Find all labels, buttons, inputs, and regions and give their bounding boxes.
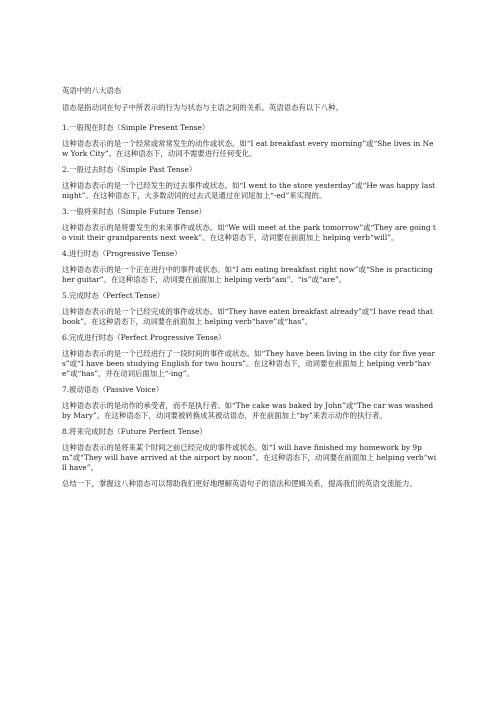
section-body: 这种语态表示的是一个经常或常常发生的动作或状态。如“I eat breakfast every morning”或“She lives in New York City”。在这种语态下，动词不需要进行任何变化。: [62, 139, 434, 158]
section-heading: 3.一般将来时态（Simple Future Tense）: [62, 207, 206, 216]
section-body: 这种语态表示的是一个已经完成的事件或状态。如“They have eaten breakfast already”或“I have read that book”。在这种语态下，动词要在前面加上 helping verb“have”或“has”。: [62, 307, 433, 326]
section-heading: 4.进行时态（Progressive Tense）: [62, 249, 182, 258]
intro-paragraph: 语态是指动词在句子中所表示的行为与状态与主语之间的关系。英语语态有以下八种。: [62, 103, 343, 112]
section-heading: 6.完成进行时态（Perfect Progressive Tense）: [62, 333, 226, 342]
section-heading: 5.完成时态（Perfect Tense）: [62, 291, 165, 300]
section-heading: 1.一般现在时态（Simple Present Tense）: [62, 123, 210, 132]
section-passive-voice: [62, 385, 438, 421]
section-heading: 8.将来完成时态（Future Perfect Tense）: [62, 427, 207, 436]
section-body: 这种语态表示的是将要发生的未来事件或状态。如“We will meet at the park tomorrow”或“They are going to visit their grandparents next week”。在这种语态下，动词要在前面加上 helping verb“will”。: [62, 223, 436, 242]
conclusion-paragraph: 总结一下，掌握这八种语态可以帮助我们更好地理解英语句子的语法和逻辑关系，提高我们的英语交流能力。: [62, 479, 417, 488]
section-body: 这种语态表示的是将来某个时间之前已经完成的事件或状态。如“I will have finished my homework by 9pm”或“They will have arrived at the airport by noon”。在这种语态下，动词要在前面加上 helping verb“will have”。: [62, 443, 437, 472]
section-progressive: [62, 249, 438, 285]
section-body: 这种语态表示的是动作的承受者，而不是执行者。如“The cake was baked by John”或“The car was washed by Mary”。在这种语态下，动词要被转换成其被动语态，并在前面加上“by”来表示动作的执行者。: [62, 401, 434, 420]
section-perfect-progressive: [62, 333, 438, 379]
section-body: 这种语态表示的是一个已经进行了一段时间的事件或状态。如“They have been living in the city for five years”或“I have been studying English for two hours”。在这种语态下，动词要在前面加上 helping verb“have”或“has”，并在动词后面加上“-ing”。: [62, 349, 435, 378]
section-future-perfect: [62, 427, 438, 473]
section-perfect: [62, 291, 438, 327]
section-simple-future: [62, 207, 438, 243]
section-simple-past: [62, 165, 438, 201]
section-body: 这种语态表示的是一个已经发生的过去事件或状态。如“I went to the store yesterday”或“He was happy last night”。在这种语态下，大多数动词的过去式是通过在词尾加上“-ed”来实现的。: [62, 181, 436, 200]
section-heading: 2.一般过去时态（Simple Past Tense）: [62, 165, 197, 174]
document-title: 英语中的八大语态: [62, 86, 122, 95]
section-simple-present: [62, 123, 438, 159]
section-body: 这种语态表示的是一个正在进行中的事件或状态。如“I am eating breakfast right now”或“She is practicing her guitar”。在这种语态下，动词要在前面加上 helping verb“am”、“is”或“are”。: [62, 265, 433, 284]
document-content: [62, 86, 438, 489]
section-heading: 7.被动语态（Passive Voice）: [62, 385, 164, 394]
